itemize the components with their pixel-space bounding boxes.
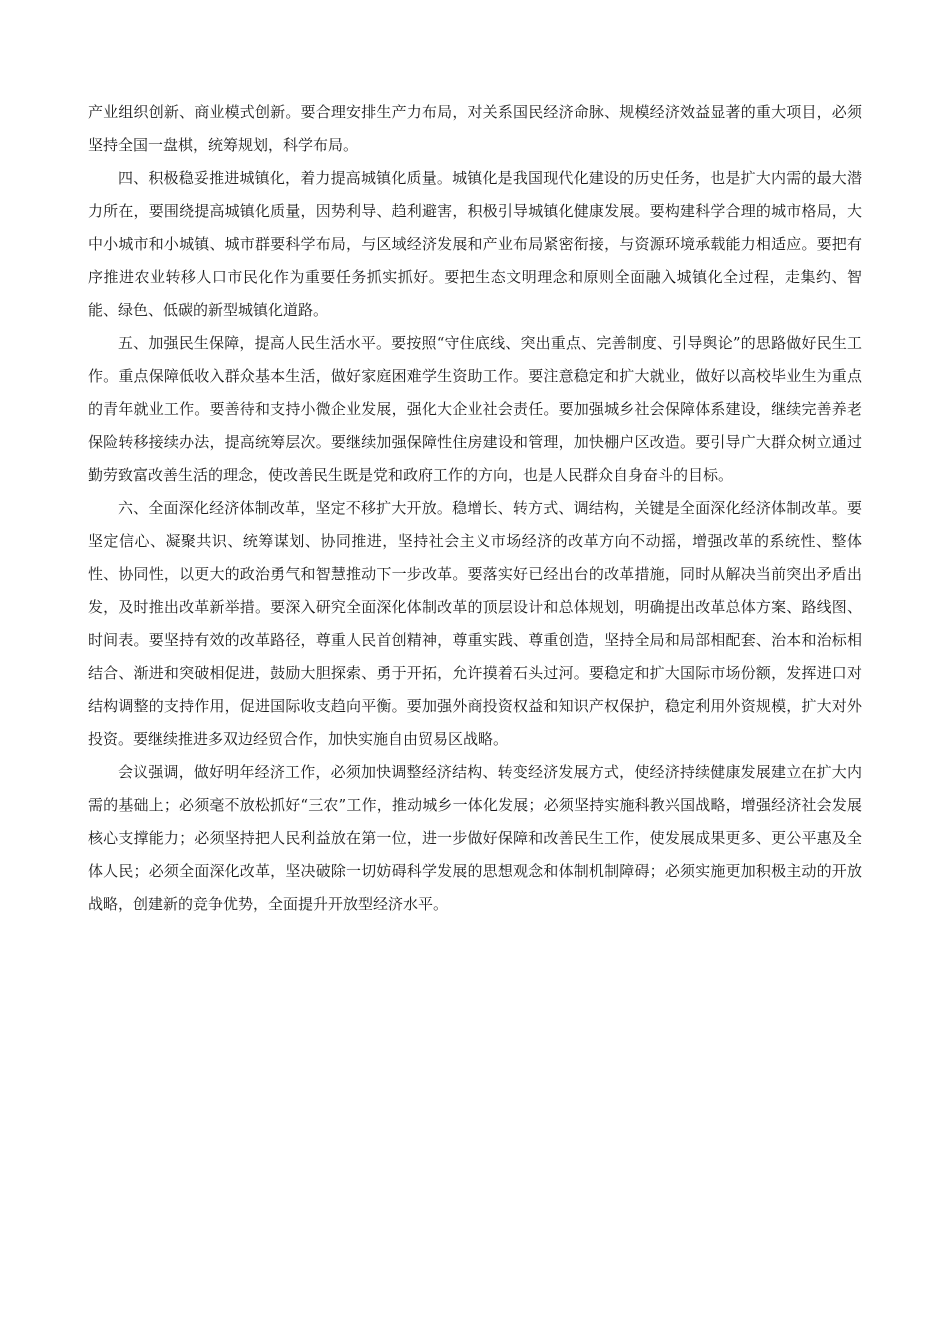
paragraph-urbanization: 四、积极稳妥推进城镇化，着力提高城镇化质量。城镇化是我国现代化建设的历史任务，也是扩大内需的最大潜力所在，要围绕提高城镇化质量，因势利导、趋利避害，积极引导城镇化健康发展。要构建科学合理的城市格局，大中小城市和小城镇、城市群要科学布局，与区域经济发展和产业布局紧密衔接，与资源环境承载能力相适应。要把有序推进农业转移人口市民化作为重要任务抓实抓好。要把生态文明理念和原则全面融入城镇化全过程，走集约、智能、绿色、低碳的新型城镇化道路。 xyxy=(88,169,862,319)
paragraph-continuation: 产业组织创新、商业模式创新。要合理安排生产力布局，对关系国民经济命脉、规模经济效益显著的重大项目，必须坚持全国一盘棋，统筹规划，科学布局。 xyxy=(88,103,862,154)
document-body xyxy=(88,96,862,921)
paragraph-conference-emphasis: 会议强调，做好明年经济工作，必须加快调整经济结构、转变经济发展方式，使经济持续健康发展建立在扩大内需的基础上；必须毫不放松抓好“三农”工作，推动城乡一体化发展；必须坚持实施科教兴国战略，增强经济社会发展核心支撑能力；必须坚持把人民利益放在第一位，进一步做好保障和改善民生工作，使发展成果更多、更公平惠及全体人民；必须全面深化改革，坚决破除一切妨碍科学发展的思想观念和体制机制障碍；必须实施更加积极主动的开放战略，创建新的竞争优势，全面提升开放型经济水平。 xyxy=(88,763,862,913)
paragraph-livelihood: 五、加强民生保障，提高人民生活水平。要按照“守住底线、突出重点、完善制度、引导舆论”的思路做好民生工作。重点保障低收入群众基本生活，做好家庭困难学生资助工作。要注意稳定和扩大就业，做好以高校毕业生为重点的青年就业工作。要善待和支持小微企业发展，强化大企业社会责任。要加强城乡社会保障体系建设，继续完善养老保险转移接续办法，提高统筹层次。要继续加强保障性住房建设和管理，加快棚户区改造。要引导广大群众树立通过勤劳致富改善生活的理念，使改善民生既是党和政府工作的方向，也是人民群众自身奋斗的目标。 xyxy=(88,334,862,484)
paragraph-reform: 六、全面深化经济体制改革，坚定不移扩大开放。稳增长、转方式、调结构，关键是全面深化经济体制改革。要坚定信心、凝聚共识、统筹谋划、协同推进，坚持社会主义市场经济的改革方向不动摇，增强改革的系统性、整体性、协同性，以更大的政治勇气和智慧推动下一步改革。要落实好已经出台的改革措施，同时从解决当前突出矛盾出发，及时推出改革新举措。要深入研究全面深化体制改革的顶层设计和总体规划，明确提出改革总体方案、路线图、时间表。要坚持有效的改革路径，尊重人民首创精神，尊重实践、尊重创造，坚持全局和局部相配套、治本和治标相结合、渐进和突破相促进，鼓励大胆探索、勇于开拓，允许摸着石头过河。要稳定和扩大国际市场份额，发挥进口对结构调整的支持作用，促进国际收支趋向平衡。要加强外商投资权益和知识产权保护，稳定利用外资规模，扩大对外投资。要继续推进多双边经贸合作，加快实施自由贸易区战略。 xyxy=(88,499,862,748)
